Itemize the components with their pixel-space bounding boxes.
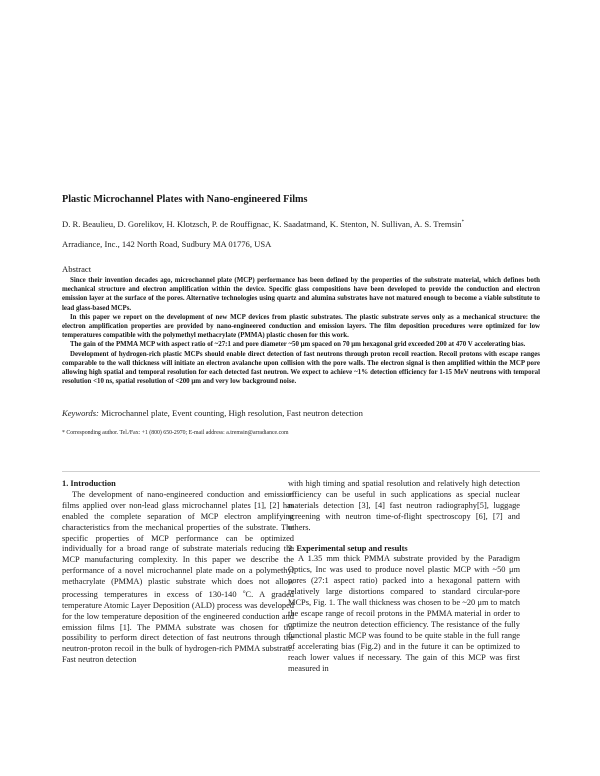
section-heading-experimental: 2. Experimental setup and results <box>288 543 408 553</box>
author-list <box>62 219 464 229</box>
paper-title: Plastic Microchannel Plates with Nano-engineered Films <box>62 194 308 205</box>
abstract-paragraph: The gain of the PMMA MCP with aspect ratio of ~27:1 and pore diameter ~50 μm spaced on 70 μm hexagonal grid exceeded 200 at 470 V accelerating bias. <box>70 341 526 349</box>
affiliation: Arradiance, Inc., 142 North Road, Sudbury MA 01776, USA <box>62 239 272 249</box>
keywords-line <box>62 408 363 418</box>
introduction-paragraph-continued: with high timing and spatial resolution and relatively high detection efficiency can be useful in such applications as special nuclear materials detection [3], [4] fast neutron radiography[5], luggage screening with neutron time-of-flight spectroscopy [6], [7] and others. <box>288 479 520 532</box>
right-column <box>288 479 520 674</box>
degree-mark: o <box>243 590 246 596</box>
section-spacer <box>288 534 520 544</box>
introduction-text-part1: The development of nano-engineered conduction and emission films applied over non-lead glass microchannel plates [1], [2] has enabled the complete separation of MCP electron amplifying characteristics from the mechanical properties of the substrate. The specific properties of MCP performance can be optimized individually for a broad range of substrate materials reducing the MCP manufacturing complexity. In this paper we describe the performance of a novel microchannel plate made on a polymethyl methacrylate (PMMA) plastic substrate which does not allow processing temperatures in excess of 130-140 <box>62 489 294 599</box>
introduction-paragraph <box>62 490 294 666</box>
left-column <box>62 479 294 666</box>
corresponding-author-mark: * <box>461 220 465 226</box>
abstract-paragraph: Development of hydrogen-rich plastic MCPs should enable direct detection of fast neutrons through proton recoil reaction. Recoil protons with escape ranges comparable to the wall thickness will initiate an electron avalanche upon collision with the pore walls. The electron signal is then amplified within the MCP pore allowing high spatial and temporal resolution for each detected fast neutron. We expect to achieve ~1% detection efficiency for 1-15 MeV neutrons with temporal resolution <10 ns, spatial resolution of <200 μm and very low background noise. <box>62 350 540 386</box>
abstract-paragraph: In this paper we report on the development of new MCP devices from plastic substrates. The plastic substrate serves only as a mechanical structure: the electron amplification properties are provided by nano-engineered conduction and emission layers. The film deposition procedures were optimized for low temperatures compatible with the polymethyl methacrylate (PMMA) plastic chosen for this work. <box>62 313 540 340</box>
keywords-label: Keywords: <box>62 408 99 418</box>
abstract-heading: Abstract <box>62 264 92 274</box>
author-names: D. R. Beaulieu, D. Gorelikov, H. Klotzsch, P. de Rouffignac, K. Saadatmand, K. Stenton, N. Sullivan, A. S. Tremsin <box>62 219 462 229</box>
corresponding-author-footnote: * Corresponding author. Tel./Fax: +1 (800) 650-2970; E-mail address: a.tremsin@arradiance.com <box>62 430 289 436</box>
keywords-text: Microchannel plate, Event counting, High resolution, Fast neutron detection <box>98 408 363 418</box>
section-heading-introduction: 1. Introduction <box>62 479 116 488</box>
divider-rule <box>62 471 540 472</box>
introduction-text-part2: C. A graded temperature Atomic Layer Deposition (ALD) process was developed for the low temperature deposition of the engineered conduction and emission films [1]. The PMMA substrate was chosen for the possibility to perform direct detection of fast neutrons through the neutron-proton recoil in the bulk of hydrogen-rich PMMA substrate. Fast neutron detection <box>62 589 294 665</box>
experimental-paragraph: A 1.35 mm thick PMMA substrate provided by the Paradigm Optics, Inc was used to produce novel plastic MCP with ~50 μm pores (27:1 aspect ratio) packed into a hexagonal pattern with relatively large distortions compared to standard circular-pore MCPs, Fig. 1. The wall thickness was chosen to be ~20 μm to match the escape range of recoil protons in the PMMA material in order to optimize the neutron detection efficiency. The resistance of the fully functional plastic MCP was found to be quite stable in the full range of accelerating bias (Fig.2) and in the future it can be optimized to reach lower values if necessary. The gain of this MCP was first measured in <box>288 554 520 673</box>
abstract-body <box>62 276 540 386</box>
abstract-paragraph: Since their invention decades ago, microchannel plate (MCP) performance has been defined by the properties of the substrate material, which defines both mechanical structure and electron amplification within the device. Specific glass compositions have been developed to provide the conduction and electron emission layer at the surface of the pores. Alternative technologies using quartz and alumina substrates have not matured enough to become a viable substitute to lead glass-based MCPs. <box>62 277 540 312</box>
